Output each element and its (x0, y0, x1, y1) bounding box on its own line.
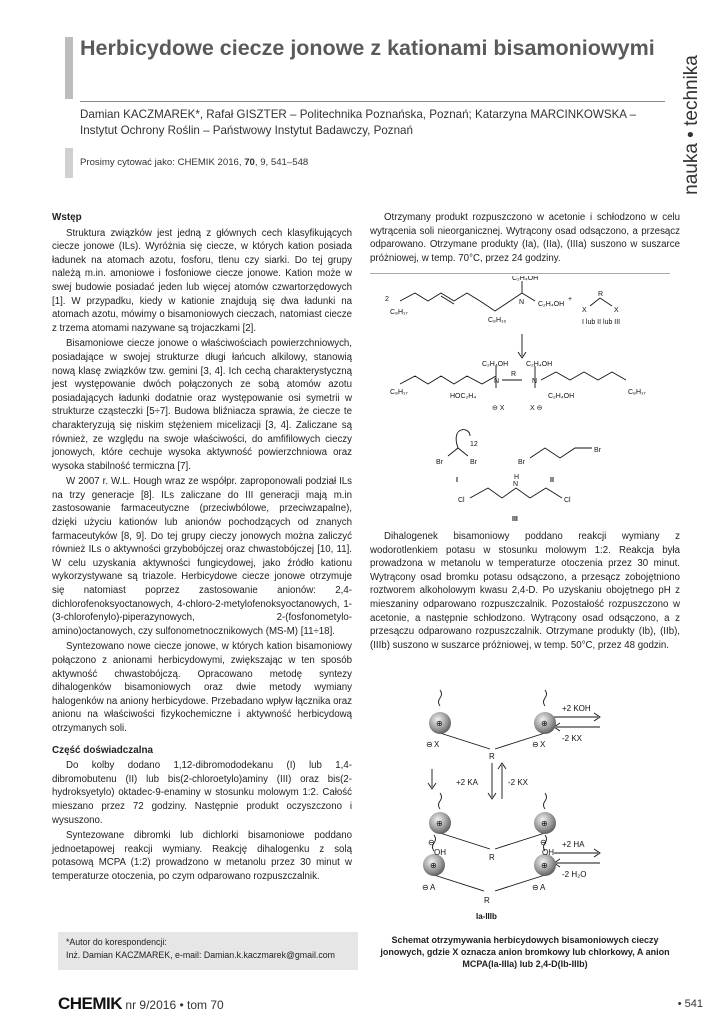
scheme1-c2h4oh: C₂H₄OH (482, 361, 509, 368)
scheme1-c8h17: C₈H₁₇ (628, 389, 646, 396)
scheme1-linker-label: I lub II lub III (582, 319, 621, 326)
section-side-label (672, 30, 712, 220)
scheme1-c2h4oh: C₂H₄OH (512, 276, 539, 282)
footnote-line: *Autor do korespondencji: (66, 937, 167, 947)
scheme1-br: Br (436, 459, 443, 466)
scheme1-n: N (532, 378, 538, 385)
right-column-middle (370, 530, 680, 654)
reagent-koh: +2 KOH (562, 704, 591, 713)
citation (80, 157, 308, 168)
paragraph: Dihalogenek bisamoniowy poddano reakcji wymiany z wodorotlenkiem potasu w stosunku molowym 1:2. Reakcja była prowadzona w metanolu w temperaturze otoczenia przez 30 minut. Wytrącony osad bromku potasu odsączono, a przesącz zobojętniono roztworem alkoholowym kwasu 2,4-D. Po uzyskaniu obojętnego pH z mieszaniny odparowano rozpuszczalnik. Pozostałość rozpuszczono w acetonie, a następnie schłodzono. Wytrącony osad odsączono, a z przesączu odparowano rozpuszczalnik. Otrzymane produkty (Ib), (IIb), (IIIb) suszono w suszarce próżniowej, w temp. 50°C, przez 48 godzin. (370, 531, 680, 651)
authors: Damian KACZMAREK*, Rafał GISZTER – Politechnika Poznańska, Poznań; Katarzyna MARCINKOWSKA – Instytut Ochrony Roślin – Państwowy Instytut Badawczy, Poznań (80, 108, 637, 137)
scheme1-label-i: I (456, 477, 458, 484)
page-number: • 541 (677, 998, 703, 1010)
paragraph: Syntezowane dibromki lub dichlorki bisamoniowe poddano jednoetapowej reakcji wymiany. Reakcję dihalogenku z solą potasową MCPA (1:2) prowadzono w metanolu przez 30 minut w temperaturze otoczenia, po czym odparowano rozpuszczalnik. (52, 830, 352, 882)
scheme1-c8h17: C₈H₁₇ (390, 309, 408, 316)
anion-label: OH (542, 848, 554, 857)
scheme1-hoc2h4: HOC₂H₄ (450, 393, 477, 400)
svg-text:⊕: ⊕ (541, 719, 548, 728)
paragraph: Otrzymany produkt rozpuszczono w acetonie i schłodzono w celu wytrącenia soli nieorganicznej. Wytrącony osad odsączono, a przesącz odparowano. Otrzymane produkty (Ia), (IIa), (IIIa) suszono w suszarce próżniowej, w temp. 70°C, przez 24 godziny. (370, 212, 680, 264)
anion-label: OH (434, 848, 446, 857)
paragraph: Syntezowano nowe ciecze jonowe, w których kation bisamoniowy połączono z anionami herbicydowymi, zwiększając w ten sposób aktywność chwastobójczą. Opracowano metodę syntezy dihalogenków bisamoniowych oraz dwie metody wymiany halogenków na aniony herbicydowe. Przebadano wpływ łącznika oraz anionu na właściwości fizykochemiczne i aktywność herbicydową otrzymanych soli. (52, 641, 352, 734)
right-column-top (370, 211, 680, 267)
scheme-top-rule (370, 273, 670, 274)
scheme1-cl: Cl (564, 497, 571, 504)
footnote-email: Inż. Damian KACZMAREK, e-mail: Damian.k.kaczmarek@gmail.com (66, 950, 335, 960)
svg-text:⊕: ⊕ (541, 819, 548, 828)
svg-text:⊖: ⊖ (422, 883, 429, 892)
svg-text:⊖: ⊖ (532, 883, 539, 892)
scheme1-c2h4oh: C₂H₄OH (538, 301, 565, 308)
byproduct-water: -2 H₂O (562, 870, 587, 879)
svg-text:⊕: ⊕ (436, 819, 443, 828)
scheme1-n: N (513, 481, 519, 488)
scheme1-n: N (494, 378, 500, 385)
side-label-text: nauka • technika (681, 55, 702, 195)
scheme1-x-minus: X ⊖ (530, 405, 543, 412)
scheme1-c8h17: C₈H₁₇ (390, 389, 408, 396)
svg-text:⊖: ⊖ (428, 838, 435, 847)
title-accent-bar (65, 37, 73, 99)
scheme1-r: R (511, 371, 517, 378)
scheme1-label-ii: II (550, 477, 554, 484)
scheme1-x: X (582, 307, 587, 314)
paragraph: Struktura związków jest jedną z głównych cech klasyfikujących ciecze jonowe (ILs). Wyróżnia się ciecze, w których kation posiada ładunek na atomach azotu, fosforu, tlenu czy siarki. Do tej grupy należą m.in. amoniowe i fosfoniowe ciecze jonowe. Kation może w swej budowie posiadać jeden lub więcej atomów czwartorzędowych [1]. W przypadku, kiedy w kationie znajdują się dwa ładunki na atomach azotu, mówimy o bisamoniowych cieczach, natomiast ciecze z trzema atomami nazywane są trojaczkami [2]. (52, 227, 352, 334)
left-column (52, 211, 352, 886)
svg-text:⊖: ⊖ (540, 838, 547, 847)
byproduct-kx: -2 KX (508, 778, 529, 787)
reagent-ka: +2 KA (456, 778, 479, 787)
cite-prefix: Prosimy cytować jako: CHEMIK 2016, (80, 157, 245, 168)
anion-label: X (434, 740, 440, 749)
scheme1-plus: + (568, 296, 573, 303)
journal-brand: CHEMIK (58, 994, 123, 1013)
reaction-scheme-exchange (372, 685, 678, 925)
svg-text:⊕: ⊕ (430, 861, 437, 870)
scheme-caption: Schemat otrzymywania herbicydowych bisamoniowych cieczy jonowych, gdzie X oznacza anion bromkowy lub chlorkowy, A anion MCPA(Ia-IIIa) lub 2,4-D(Ib-IIIb) (380, 935, 670, 969)
anion-label: X (540, 740, 546, 749)
svg-text:⊖: ⊖ (532, 740, 539, 749)
scheme1-c2h4oh: C₂H₄OH (526, 361, 553, 368)
linker-r-label: R (489, 752, 495, 761)
correspondence-footnote (58, 932, 358, 970)
article-title: Herbicydowe ciecze jonowe z kationami bisamoniowymi (80, 36, 655, 60)
linker-r-label: R (489, 853, 495, 862)
header-rule (80, 101, 665, 102)
linker-r-label: R (484, 896, 490, 905)
paragraph: Bisamoniowe ciecze jonowe o właściwościach powierzchniowych, posiadające w swojej strukturze długi łańcuch alkilowy, stanowią nową klasę związków tzw. gemini [3, 4]. Ich cechą charakterystyczną jest występowanie dwóch połączonych ze sobą atomów azotu posiadających ładunki dodatnie oraz występowanie osi symetrii w strukturze cząsteczki [5÷7]. Budowa bliźniacza sprawia, że ciecze te charakteryzują się niskim stężeniem micelizacji [3, 4]. Zaliczane są również, ze względu na swoje właściwości, do amfifilowych cieczy jonowych, które cechuje wysoka aktywność powierzchniowa oraz wysoka stabilność termiczna [7]. (52, 338, 352, 472)
footer-journal (58, 994, 224, 1014)
product-label: Ia-IIIb (476, 912, 497, 921)
anion-label: A (430, 883, 436, 892)
svg-text:⊕: ⊕ (541, 861, 548, 870)
scheme1-br: Br (470, 459, 477, 466)
cite-accent-bar (65, 148, 73, 178)
scheme1-nh: H (514, 474, 520, 481)
anion-label: A (540, 883, 546, 892)
byproduct-kx: -2 KX (562, 734, 583, 743)
svg-text:⊕: ⊕ (436, 719, 443, 728)
scheme1-c2h4oh: C₂H₄OH (548, 393, 575, 400)
cite-volume: 70 (244, 157, 255, 168)
scheme1-br: Br (594, 447, 601, 454)
section-heading-intro: Wstęp (52, 212, 82, 223)
scheme1-r: R (598, 291, 604, 298)
scheme1-x: X (614, 307, 619, 314)
scheme1-c8h16: C₈H₁₆ (488, 317, 507, 324)
svg-text:⊖: ⊖ (426, 740, 433, 749)
scheme1-n: N (519, 299, 525, 306)
journal-issue: nr 9/2016 • tom 70 (125, 998, 224, 1012)
paragraph: Do kolby dodano 1,12-dibromododekanu (I) lub 1,4-dibromobutenu (II) lub bis(2-chloroetylo)aminy (III) oraz bis(2-hydroksyetylo) oktadec-9-enaminy w stosunku molowym 1:2. Całość mieszano przez 72 godziny. Następnie produkt oczyszczono i wysuszono. (52, 760, 352, 826)
section-heading-experimental: Część doświadczalna (52, 744, 153, 756)
cite-suffix: , 9, 541–548 (254, 157, 309, 168)
reagent-ha: +2 HA (562, 840, 585, 849)
reaction-scheme-structures (370, 276, 680, 526)
scheme1-twelve: 12 (470, 441, 478, 448)
scheme1-label-iii: III (512, 516, 518, 523)
scheme1-br: Br (518, 459, 525, 466)
paragraph: W 2007 r. W.L. Hough wraz ze współpr. zaproponowali podział ILs na trzy generacje [8]. ILs zaliczane do III generacji mają m.in zastosowanie farmaceutyczne (przeciwbólowe, przeciwzapalne), dzięki użyciu kationów lub anionów pochodzących od znanych farmaceutyków [8, 9]. Do tej grupy cieczy jonowych można zaliczyć również ILs o aktywności grzybobójczej oraz chwastobójczej [10, 11]. W celu uzyskania aktywności fungicydowej, jako źródło kationu wykorzystywane są triazole. Herbicydowe ciecze jonowe otrzymuje się natomiast poprzez zastosowanie anionów: 2,4-dichlorofenoksyoctanowych, 4-chloro-2-metylofenoksyoctanowych, 1-(3-chlorofenylo)-piperazynowych, 2-(fosfonometylo-amino)octanowych, czy sulfonometnocznikowych (MS-M) [11÷18]. (52, 476, 352, 637)
scheme1-x-minus: ⊖ X (492, 405, 505, 412)
scheme1-cl: Cl (458, 497, 465, 504)
scheme1-coef: 2 (385, 296, 389, 303)
